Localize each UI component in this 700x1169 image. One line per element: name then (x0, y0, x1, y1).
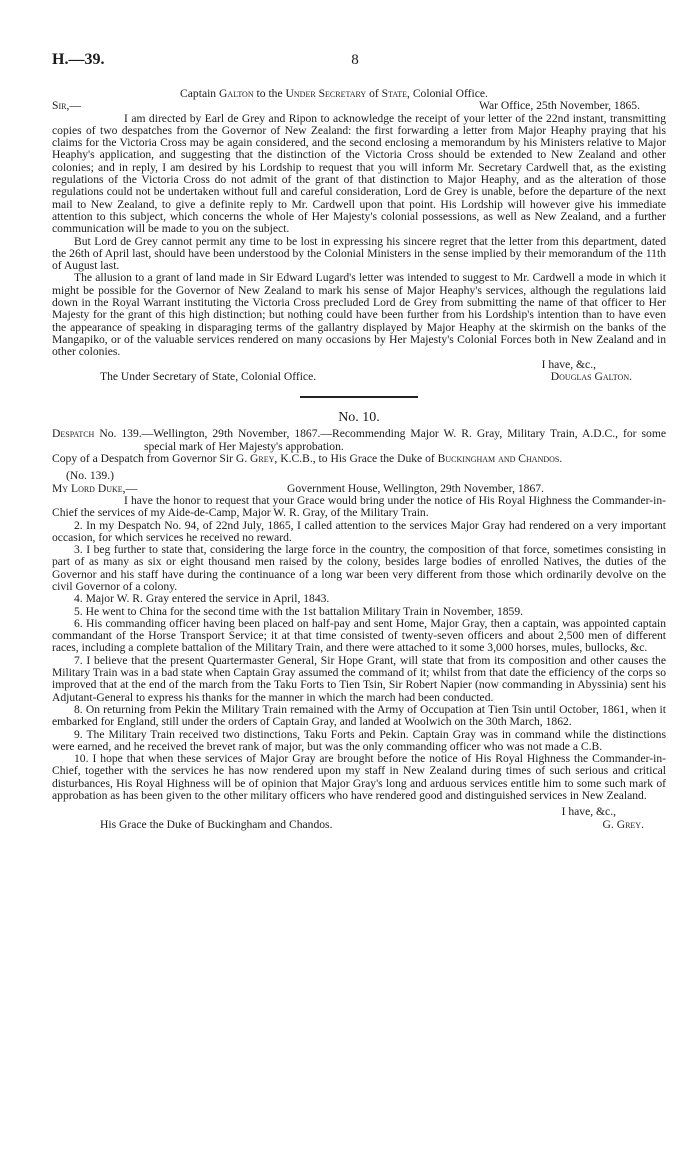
letter1-salutation: Sir,— (52, 99, 81, 113)
letter1-signature-row (52, 371, 666, 383)
document-code: H.—39. (52, 51, 105, 68)
despatch-closing: I have, &c., (561, 805, 616, 819)
despatch-paragraph: 8. On returning from Pekin the Military Train remained with the Army of Occupation at Tien Tsin until October, 1861, when it embarked for England, still under the orders of Captain Gray, and landed at Woolwich on the 30th March, 1862. (52, 702, 666, 729)
despatch-signature: G. Grey. (602, 817, 644, 831)
page-body (52, 88, 666, 831)
letter1-addressee: The Under Secretary of State, Colonial Office. (100, 369, 317, 383)
despatch-addressee: His Grace the Duke of Buckingham and Chandos. (100, 817, 333, 831)
letter1-heading: Captain Galton to the Under Secretary of State, Colonial Office. (180, 87, 488, 100)
despatch-number: (No. 139.) (66, 469, 114, 483)
despatch-paragraph: I have the honor to request that your Grace would bring under the notice of His Royal Highness the Commander-in-Chief the services of my Aide-de-Camp, Major W. R. Gray, of the Military Train. (52, 493, 666, 520)
despatch-paragraph: 4. Major W. R. Gray entered the service in April, 1843. (74, 592, 330, 606)
letter1-paragraph-2: But Lord de Grey cannot permit any time to be lost in expressing his sincere regret that the letter from this department, dated the 26th of April last, should have been understood by the Colonial Ministers in the sense implied by their memorandum of the 11th of August last. (52, 234, 666, 273)
despatch-dateline: Government House, Wellington, 29th November, 1867. (287, 481, 544, 495)
despatch-paragraph: 6. His commanding officer having been placed on half-pay and sent Home, Major Gray, then a captain, was appointed captain commandant of the Horse Transport Service; it at that time consisted of twenty-seven officers and about 2,500 men of different races, including a complete battalion of the Military Train, and there were attached to it some 3,000 horses, mules, bullocks, &c. (52, 616, 666, 655)
letter1-dateline: War Office, 25th November, 1865. (479, 99, 640, 113)
section-divider (300, 396, 418, 398)
letter1-closing: I have, &c., (541, 357, 596, 371)
despatch-copy-line: Copy of a Despatch from Governor Sir G. Grey, K.C.B., to His Grace the Duke of Buckingham and Chandos. (52, 452, 563, 466)
letter1-signature: Douglas Galton. (550, 369, 632, 383)
despatch-paragraphs (52, 495, 666, 802)
section-title-no10: No. 10. (338, 410, 380, 426)
page-number: 8 (351, 52, 359, 68)
letter1-salutation-row (52, 100, 666, 112)
despatch-paragraph: 7. I believe that the present Quartermaster General, Sir Hope Grant, will state that from its composition and other causes the Military Train was in a bad state when Captain Gray assumed the command of it; whilst from that date the efficiency of the corps so improved that at the end of the march from the Taku Forts to Tien Tsin, Sir Robert Napier (now commanding in Abyssinia) sent his Adjutant-General to express his thanks for the manner in which the march had been conducted. (52, 653, 666, 704)
despatch-salutation: My Lord Duke,— (52, 481, 138, 495)
page-header (52, 51, 658, 74)
letter1-paragraph-3: The allusion to a grant of land made in Sir Edward Lugard's letter was intended to suggest to Mr. Cardwell a mode in which it might be possible for the Governor of New Zealand to mark his sense of Major Heaphy's services, although the regulations laid down in the Royal Warrant instituting the Victoria Cross precluded Lord de Grey from submitting the name of that officer to Her Majesty for the grant of this high distinction; but nothing could have been further from his Lordship's intention than to have even the appearance of speaking in disparaging terms of the gallantry displayed by Major Heaphy at the skirmish on the banks of the Mangapiko, or of the valuable services rendered on many occasions by Her Majesty's Colonial Forces both in New Zealand and in other colonies. (52, 271, 666, 359)
despatch-signature-row (52, 819, 666, 831)
despatch-paragraph: 3. I beg further to state that, considering the large force in the country, the composition of that force, sometimes consisting in part of as many as six or eight thousand men raised by the colony, besides large bodies of enrolled Natives, the duties of the Governor and his staff have during the continuance of a long war been very different from those which ordinarily devolve on the civil Governor of a colony. (52, 543, 666, 593)
despatch-paragraph: 5. He went to China for the second time with the 1st battalion Military Train in November, 1859. (74, 604, 524, 618)
despatch-paragraph: 9. The Military Train received two distinctions, Taku Forts and Pekin. Captain Gray was in command while the distinctions were earned, and he received the brevet rank of major, but was the only commanding officer who was not made a C.B. (52, 727, 666, 753)
despatch-summary: Despatch No. 139.—Wellington, 29th November, 1867.—Recommending Major W. R. Gray, Military Train, A.D.C., for some special mark of Her Majesty's approbation. (52, 427, 666, 453)
despatch-salutation-row (52, 483, 666, 495)
despatch-paragraph: 10. I hope that when these services of Major Gray are brought before the notice of His Royal Highness the Commander-in-Chief, together with the services he has now rendered upon my staff in New Zealand during times of such serious and critical disturbances, His Royal Highness will be of opinion that Major Gray's long and arduous services entitle him to some such mark of approbation as has been given to the other military officers who have rendered good and distinguished services in New Zealand. (52, 752, 666, 803)
despatch-paragraph: 2. In my Despatch No. 94, of 22nd July, 1865, I called attention to the services Major Gray had rendered on a very important occasion, for which services he received no reward. (52, 518, 666, 544)
letter1-paragraph-1: I am directed by Earl de Grey and Ripon to acknowledge the receipt of your letter of the 22nd instant, transmitting copies of two despatches from the Governor of New Zealand: the first forwarding a letter from Major Heaphy praying that his claims for the Victoria Cross may be again considered, and the second enclosing a memorandum by his Ministers relative to Major Heaphy's application, and suggesting that the distinction of the Victoria Cross should be extended to New Zealand and other colonies; and in reply, I am desired by his Lordship to request that you will inform Mr. Secretary Cardwell that, as the existing regulations of the Victoria Cross do not admit of the grant of that distinction to Major Heaphy, and as the alteration of those regulations could not be undertaken without full and careful consideration, Lord de Grey is unable, before the departure of the next mail to New Zealand, to give a definite reply to Mr. Cardwell upon that point. His Lordship will however give his immediate attention to this subject, which concerns the whole of Her Majesty's colonial possessions, as well as New Zealand, and a further communication will be made to you on the subject. (52, 111, 666, 236)
